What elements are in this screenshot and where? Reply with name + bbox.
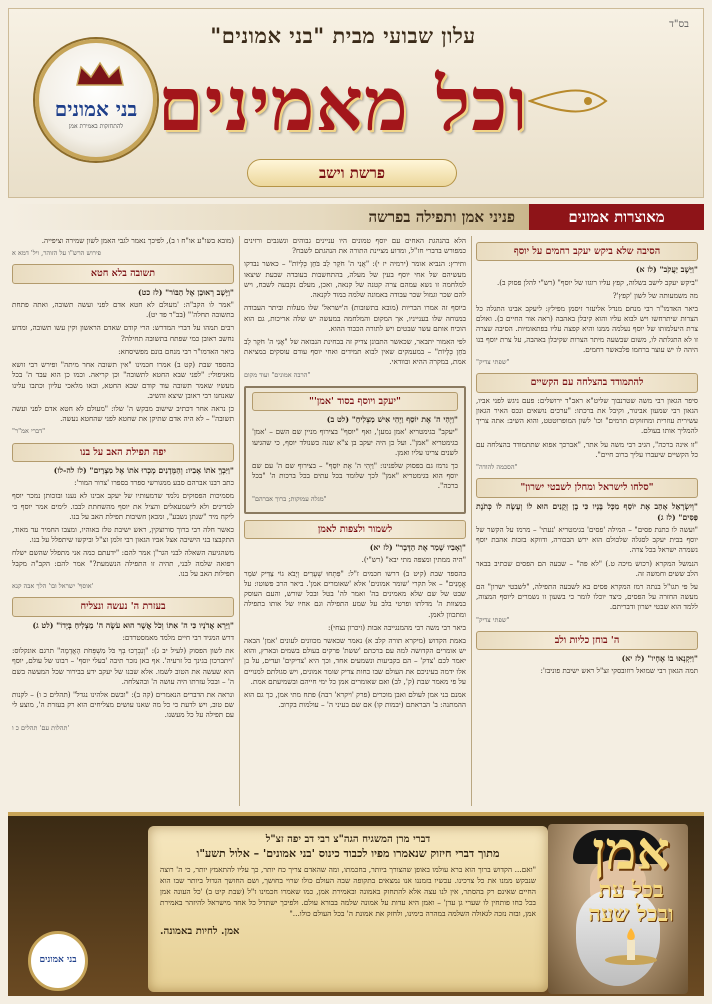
paragraph: לפי האמור יתבאר, שכאשר התבונן צדיק זה בבחינת הנבואה של "אֲנִי ה' חֹקֵר לֵב בֹּחֵן כְּלָיוֹת" – במעמקים שאין לבוא תמידים ואחי יוסף עודם עוסקים במציאת אמת, במקרה ההיא ובוודאי.: [244, 336, 466, 367]
candle-icon: [601, 926, 661, 966]
logo: [35, 39, 157, 161]
section-title-left: פניני אמן ותפילה בפרשה: [8, 204, 529, 230]
source-credit: "הרבה אמונים" ועוד מקום: [244, 370, 311, 379]
source-credit: 'אוסף' ישראל ובו' הלך אבה קנא: [12, 582, 94, 591]
paragraph: ותירץ: הנביא אומר (ירמיה יז י): "אֲנִי ה' חֹקֵר לֵב בֹּחֵן כְּלָיוֹת" – כאשר נבדקו מעשיהם של אחי יוסף בעין של מעלה, בהתחשבות בעובדה שבעת שיצאו למלחמה זו נשא עמהם צרה קטנה של קנאה, ואכן, מעלם נקבעה לשבח, ויש להם שכר וגמול שכר עבודה באמונה שלמה במוד לקנאה.: [244, 259, 466, 300]
paragraph: כן נראה אחר דכתיב שישוב מבקש ה' שלו: "מעולם לא חטא אדם לפני ועשה תשובה" – לא היה אדם שתיקן את שחטא לפני שהחטא נעשה.: [12, 403, 234, 424]
masthead-title: וכל מאמינים: [157, 62, 529, 148]
paragraph: ביאר האדמו"ר רבי מנחם בונם מפשיסחא:: [118, 346, 234, 356]
verse: "וְאָבִיו שָׁמַר אֶת הַדָּבָר" (לז יא): [369, 543, 466, 553]
article-title: ה' בוחן כליות ולב: [476, 631, 698, 650]
source-credit: פירוש הרש"ו על הזוהר, ויל' דמא א: [12, 249, 102, 258]
section-banner: [8, 204, 704, 230]
paragraph: מה משמעותה של לשון 'קפץ'?: [612, 290, 698, 300]
logo-subtext: להתחזקות באמירת אמן: [68, 123, 124, 130]
inset-box: [244, 386, 466, 514]
article-title: יפה תפילת האב על בנו: [12, 443, 234, 462]
paragraph: את לשון הפסוק (לעיל יב ג): "וְנִבְרְכוּ בְךָ כֹּל מִשְׁפְּחֹת הָאֲדָמָה" תרגם אונקלוס: 'ויתברכון בגינך כל זרעיה'. אף כאן נזכר תיבה 'בעלי יוסף' – רבונו של עולם, יוסף הוא שעשה את הטוב לשמו. אלא שבנו של יעקב ידע בבירור שכל המעשה בשם ה' – ובכל עזרתו היה עושה ה' ובהצלחה.: [12, 646, 234, 686]
crown-icon: [75, 61, 125, 87]
paragraph: "אמר לו הקב"ה: 'מעולם לא חטא אדם לפני ועשה תשובה, ואתה פתחת בתשובה תחלה'" (בב"ר פד יט).: [12, 299, 234, 320]
paragraph: כך נרמז גם בפסוק שלפנינו: "וַיְהִי ה' אֶת יוֹסֵף" – בצירוף שם ה' עם שם יוסף הוא בגימטריא "אמן" לכך שלומד בכל עתים בכל ברכות ה' "בכל ברכה".: [252, 461, 458, 491]
verse: "וַיִּבְךְּ אֹתוֹ אָבִיו: וְהַמְּדָנִים מָכְרוּ אֹתוֹ אֶל מִצְרַיִם" (לז לה-לו): [53, 466, 234, 476]
masthead: [8, 8, 704, 198]
section-title-right: מאוצרות אמונים: [529, 204, 704, 230]
source-credit: "שפתי צדיק": [476, 358, 510, 367]
article-title: להתמודד בהצלחה עם הקשיים: [476, 373, 698, 392]
parsha-banner: פרשת וישב: [247, 159, 457, 187]
verse: "וַיִּקְנְאוּ בוֹ אֶחָיו" (לז יא): [621, 654, 698, 664]
article-title: "סלחו לישראל ומחלן לשבטי ישרון": [476, 478, 698, 497]
paragraph: ביאר האדמו"ר רבי מנחם מנדל אליעזר זיסמן מפילץ: ליעקב אבינו התגלה כל הצרות שיתרחשו ויש לבוא עליו והוא קיבלן באהבה (ראה אור החיים ב). ואולם צרת היעלמותו של יוסף נעלמה ממנו והיא קפצה עליו בפתאומיות. הסיבה שצרה זו לא התגלתה לו, משום שבשעה מיתר הצרות שקיבלן באהבה, על צרת יוסף בנו היהה לו יש עוצר ברחמו פלכאשר רחמים.: [476, 303, 698, 354]
inset-title: "יעקב ויוסף בסוד 'אמן'": [252, 392, 458, 411]
paragraph: דרש המגיד רבי חיים מלמד מאמסטרדם:: [122, 632, 234, 642]
paragraph: ביוסף זה אמרו הבריות (מובא בתשובות) ה'ישראל' שלו מעלות וביתר העבודה במנוחה שלו בענייניו, אך המקום והמלחמה במעשה יש שלה אריכות, גם הוא הוכיח אותם עשר שבטים ויש לתורה הכבוד ההוא.: [244, 303, 466, 333]
quote-scroll: [148, 826, 548, 992]
paragraph: הלא בהנהגת האחים עם יוסף טמונים היו עניינים גבוהים ונשגבים ורזינים כמפורש בדברי חז"ל, ומדוע מציינת התורה את הנהגתם לשבח?: [244, 236, 466, 256]
paragraph: "ועשה לו כתנת פסים" – המילה 'פסים' בגימטריא 'נעתי' – מרמז על הקשר של יוסף בבית יעקב לסגלה שלכולם הוא ירש הבכורה, ודווקא בזכות אהבת יוסף נשמרה ישראל בכל צרה.: [476, 524, 698, 555]
masthead-title-wrap: [143, 57, 543, 153]
source-credit: "שפתי צדיק": [476, 615, 510, 624]
paragraph: בהספד שבת (קט ב) אמרו חכמינו "אין תשובה אחר מיתה" ופירש רבי זושא מאניפולי: "לפני שבא החטא לתשובה" וכן קריאה. וכמו כן הוא עבד ה' בכל מעשיו שאמר תשובה עוד קודם שבא החטא, ובאו מלאכי עליון וכתבו עלינו שאנחנו רבי ראובן שיצא והשיב.: [12, 360, 234, 400]
verse: "וַיַּרְא אֲדֹנָיו כִּי ה' אִתּוֹ וְכֹל אֲשֶׁר הוּא עֹשֶׂה ה' מַצְלִיחַ בְּיָדוֹ" (לט ג): [32, 620, 234, 630]
logo-small: בני אמונים: [28, 931, 88, 991]
paragraph: כאשר חלה רבי ברוך סורוצקין, ראש ישיבת טלז באוהיו, ומצבו החמיר עד מאוד, התקבצו בני הישיבה אצל אביו הגאון רבי זלמן זצ"ל וביקשו שיתפלל על בנו.: [12, 525, 234, 545]
paragraph: "זו אינה ברכה", הגיב רבי משה על אתר, "אברכך אפוא שתתמודד בהצלחה עם כל הקשיים שיעברו עליך ברוב חיים".: [476, 439, 698, 459]
source-credit: "מגלה עמוקות; ברוך אברהם": [252, 494, 327, 503]
column-divider: [471, 236, 472, 806]
paragraph: תמה הגאון רבי שמואל רוזובסקי זצ"ל ראש ישיבת פוניבז':: [540, 666, 698, 676]
verse: "וַיְהִי ה' אֶת יוֹסֵף וַיְהִי אִישׁ מַצְלִיחַ" (לט ב): [326, 415, 458, 425]
promo-banner: [8, 812, 704, 996]
paragraph: כתב רבנו אברהם סבע ממגורשי ספרד בספרו 'צרור המור':: [74, 478, 234, 488]
verse: "וְיִשְׂרָאֵל אָהַב אֶת יוֹסֵף מִכָּל בָּנָיו כִּי בֶן זְקֻנִים הוּא לוֹ וְעָשָׂה לוֹ כְּתֹנֶת פַּסִּים" (לז ג): [476, 501, 698, 522]
paragraph: רבים תמהו על דברי המדרש: הרי קודם שאדם הראשון וקין עשו תשובה, ומדוע נחשב ראובן כמי שפתח בתשובה תחילה?: [12, 323, 234, 343]
article-title: הסיבה שלא ביקש יעקב רחמים על יוסף: [476, 242, 698, 261]
paragraph: משהגיעה השאלה לבני הגר"ן אמר להם: "ידעתם כמה אני מתפלל שהשם ישלח רפואה שלמה לבני, תהיה זו התפילה הנשמעת?" אמר להם: הקב"ה מקבל תפילות האב על בנו.: [12, 548, 234, 578]
column-divider: [239, 236, 240, 806]
paragraph: סיפר הגאון רבי משה שטרנבוך שליט"א ראב"ד ירושלים: פעם ניגש לפני אביו, הגאון רבי שמעון אבינור, וקיבל את ברכתו: "ערכים נושאים ונכס האיר הגאון עשירית עוזרית ומחזוקים תרמים" וכו' לשון המופרוטטט, והוא השיב: אתה צריך להמליך אותו בעולם.: [476, 395, 698, 436]
quote-subtitle: מתוך דברי חיזוק שנאמרו מפיו לכבוד כינוס 'בני אמונים' – אלול תשע"ו: [196, 847, 500, 860]
paragraph: "יעקב" בגימטריא 'אמן נמען', ואף "יוסף" בצירוף מניין שם השם – 'אמן' בגימטריא "אמן". ועל כן היה יעקב בן צ"א שנה כשנולד יוסף, כי שהגיעו לשנים צרינו עליו ואמן.: [252, 427, 458, 457]
ornament-icon: [528, 87, 608, 115]
amen-sub-1: בכל עת: [598, 877, 664, 903]
source-credit: 'תהלות עם' תהלים כ ו: [12, 723, 70, 732]
paragraph: ונראה את הדברים הנאמרים (קה ב): "ובשם אלהינו נגדל" (תהלים כ ו) – לקנות שם טוב, ויש לדעת כי כל מה שאנו עושים מצליחים הוא רק בעזרת ה', מוצע לי עם תפילה על כל מעשנו.: [12, 689, 234, 720]
quote-signature: אמן. לחיות באמונה.: [160, 925, 240, 937]
verse: "וַיֵּשֶׁב יַעֲקֹב" (לז א): [635, 265, 698, 275]
paragraph: "היה ממתין ומצפה מתי יבא" (רש"י).: [361, 555, 466, 565]
logo-text: בני אמונים: [54, 97, 138, 121]
column-left: [12, 236, 234, 737]
paragraph: על פי תגו"ל בנתה רמז המקרא פסים בא לשבעה התפילה, "לשבטי ישרון" הם מעשה החזרה על הפסים, כיצד יוכלו לומר כי בשעון זו נשמרים ליוסף המצוה, ללמד הוא שבטי ישרון ודבריתם.: [476, 582, 698, 612]
source-credit: "דברי אמ"ר": [12, 427, 46, 436]
paragraph: מסמיכות הפסוקים נלמד שדמעותיו של יעקב אבינו לא נענו ובזכותן נמכר יוסף למדינים ולא לישמעאלים והציל את יוסף מהשחתת לבבו. לימים אמר יוסף כי ליקח מיד "שנתן נשבע", ומכאן חשיבות תפילת האב על בנו.: [12, 491, 234, 521]
paragraph: ביאר רבי משה רבי מהמנגייבה אבות (זיכרון נצחי):: [327, 622, 466, 632]
source-credit: "הסכמה להודה": [476, 463, 518, 472]
paragraph: אמנם בני אמן לעולם ואבן מוכרים (פרק 'ויקרא' רבה) פתח מתי אמן, כך גם הוא ההמתנה: ב' הבראתם (יבמות קו) אם שם בעיני ה' – עולמות בקרוב.: [244, 690, 466, 710]
column-middle: [244, 236, 466, 714]
amen-word: אמן: [592, 821, 670, 882]
paragraph: באמת הקדוש (מיקרא תורה קלב א) נאמר שכאשר מכוונים לעונים 'אמן' הבאה יש אומרים הקדושה למה עם ברכתם 'ששת' פרקים בעולם בשמים ובארץ, והוא יאמר לכם 'צדק' – הם בקביעות ונשמעים אחד, וכך היא 'צדיקים' ועדים, על כן אלו ידמה בעיניכם את העולם שבו כחות צדיק שומר אמונים, ויש סגולתם למנויים על פי מאמר שבת (ק', לב) ואם שאומרים אמן כל ימי חייהם ובשמיעתם אמת.: [244, 636, 466, 686]
article-title: בעזרת ה' נעשה ונצליח: [12, 597, 234, 616]
amen-slogan: [566, 821, 696, 970]
paragraph: "ביקש יעקב לישב בשלוה, קפץ עליו רוגזו של יוסף" (רש"י להלן פסוק ב).: [496, 277, 698, 287]
paragraph: הנמשל המקרא (רכוש מיכה ט.) "לא פה" – שבעה הם הפסים שכתיב בבאר הלב ששים וחמשה זה.: [476, 558, 698, 578]
verse: "וַיָּשָׁב רְאוּבֵן אֶל הַבּוֹר" (לז כט): [137, 287, 234, 297]
masthead-subtitle: עלון שבועי מבית "בני אמונים": [210, 23, 476, 48]
amen-sub-2: ובכל שעה: [588, 901, 674, 928]
quote-title: דברי מרן המשגיח הגה"צ רבי דב יפה זצ"ל: [265, 834, 431, 845]
bsd-label: בס"ד: [669, 19, 689, 30]
article-title: לשמור ולצפות לאמן: [244, 520, 466, 539]
article-title: תשובה בלא חטא: [12, 264, 234, 283]
paragraph: (מובא בשו"ע או"ח ו ב), לפיכך נאמר לגבי האמן לשון שמירה וציפייה.: [41, 236, 234, 245]
quote-body: "ואם... הקדוש ברוך הוא ברא עולמו באופן שהצורך ביותר, בחכמתו, ומה שהאדם צריך כח יותר, כך עליו להתאמץ יותר, כי ה' רוצה שנבקש ממנו את כל צרכינו. עכשיו בזמננו אנו נמצאים בתקופה שבה העולם כולו שרוי בחושך, ושם החושך הגדול ביותר שבו הוא החיים שאינם רק בהסתר, אין לנו עצה אלא להתחזק באמונה ובאמירת אמן, כמו שאמרו חכמינו ז"ל (שבת קיט ב) 'כל העונה אמן בכל כחו פותחין לו שערי גן עדן' – ואמן היא עדות על אמונה שלמה בבורא עולם. ולפיכך ישתדל כל אחד מישראל להיזהר באמירת אמן, ובזה נזכה לגאולה השלמה במהרה בימינו, ולחזק את אמונת ה' בכל העולם כולו...": [160, 865, 536, 919]
paragraph: בהספד שבת (קיט ב) דרשו חכמים ז"ל: "פִּתְחוּ שְׁעָרִים וְיָבֹא גוֹי צַדִּיק שֹׁמֵר אֱמֻנִים" – אל תקרי 'שומר אמונים' אלא 'שאומרים אמן'. ביאר הרב פשוטו: על שבט של שם שלא מאמינים בה' ואמר לה' בטל ובכל שורש, והעם העוסק במצוות ה' מדלתו ופרטי בלב על שמע התפילה וגם אחיו של אותו בתפילה ומתכוון לאמן.: [244, 568, 466, 619]
column-right: [476, 236, 698, 680]
